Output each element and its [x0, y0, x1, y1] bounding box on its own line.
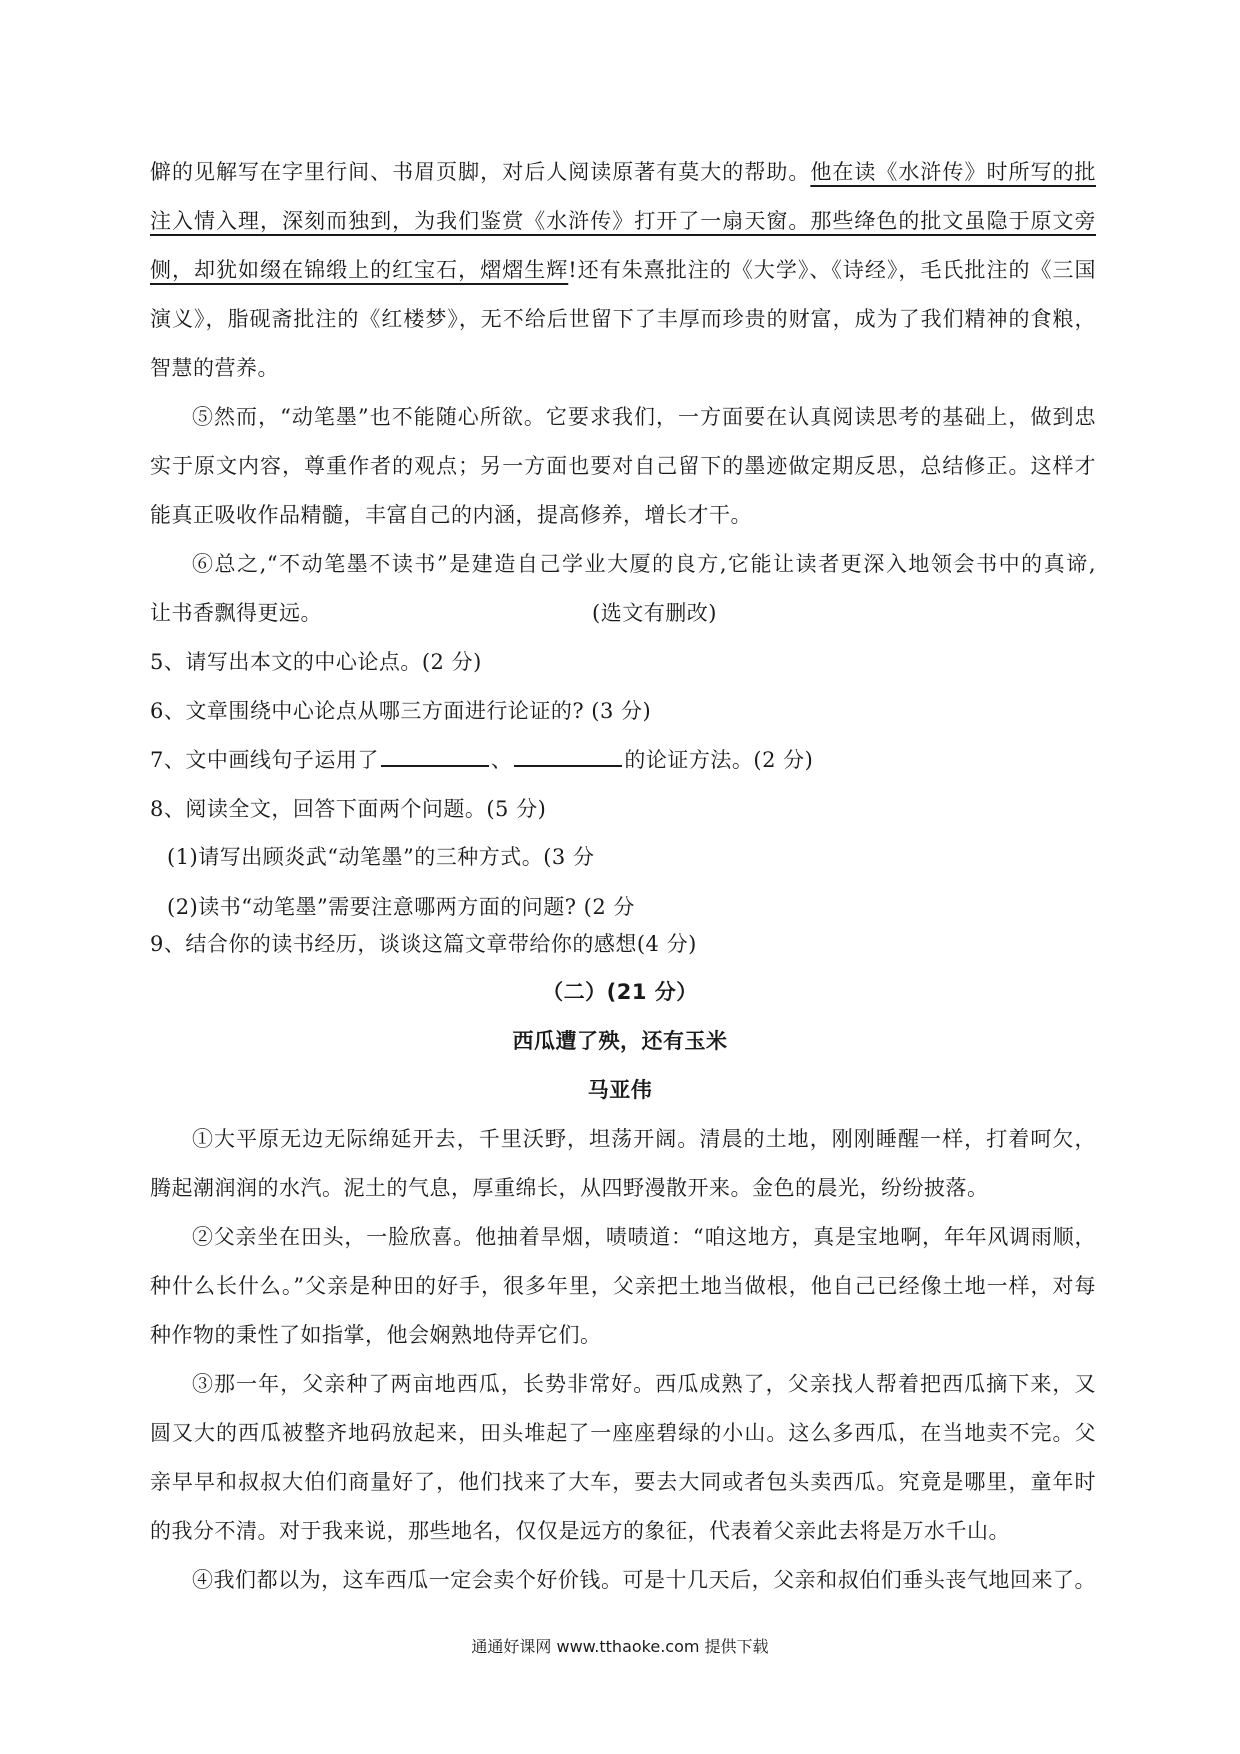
article-title: 西瓜遭了殃，还有玉米 [512, 1029, 728, 1053]
question-8-part-1: (1)请写出顾炎武“动笔墨”的三种方式。(3 分 [167, 845, 595, 869]
question-text: 7、文中画线句子运用了 [150, 748, 379, 772]
paragraph-3-line: 的我分不清。对于我来说，那些地名，仅仅是远方的象征，代表着父亲此去将是万水千山。 [150, 1519, 1010, 1543]
paragraph-3-line: ③那一年，父亲种了两亩地西瓜，长势非常好。西瓜成熟了，父亲找人帮着把西瓜摘下来，又 [192, 1372, 1096, 1396]
paragraph-2-line: 种作物的秉性了如指掌，他会娴熟地侍弄它们。 [150, 1323, 602, 1347]
paragraph-6-line: ⑥总之,“不动笔墨不读书”是建造自己学业大厦的良方,它能让读者更深入地领会书中的真谛, [192, 552, 1096, 576]
question-6: 6、文章围绕中心论点从哪三方面进行论证的? (3 分) [150, 699, 652, 723]
paragraph-5-line: ⑤然而，“动笔墨”也不能随心所欲。它要求我们，一方面要在认真阅读思考的基础上，做到忠 [192, 405, 1096, 429]
passage-line [150, 157, 1096, 187]
paragraph-3-line: 亲早早和叔叔大伯们商量好了，他们找来了大车，要去大同或者包头卖西瓜。究竟是哪里，童年时 [150, 1470, 1096, 1494]
paragraph-1-line: ①大平原无边无际绵延开去，千里沃野，坦荡开阔。清晨的土地，刚刚睡醒一样，打着呵欠， [192, 1127, 1096, 1151]
paragraph-2-line: 种什么长什么。”父亲是种田的好手，很多年里，父亲把土地当做根，他自己已经像土地一样，对每 [150, 1274, 1096, 1298]
paragraph-3-line: 圆又大的西瓜被整齐地码放起来，田头堆起了一座座碧绿的小山。这么多西瓜，在当地卖不完。父 [150, 1421, 1096, 1445]
paragraph-5-line: 实于原文内容，尊重作者的观点；另一方面也要对自己留下的墨迹做定期反思，总结修正。这样才 [150, 454, 1096, 478]
passage-line: 演义》，脂砚斋批注的《红楼梦》，无不给后世留下了丰厚而珍贵的财富，成为了我们精神的食粮， [150, 307, 1096, 331]
question-9: 9、结合你的读书经历，谈谈这篇文章带给你的感想(4 分) [150, 932, 697, 956]
question-8: 8、阅读全文，回答下面两个问题。(5 分) [150, 797, 547, 821]
excerpt-note: (选文有删改) [592, 601, 717, 625]
passage-line: 智慧的营养。 [150, 356, 279, 380]
article-author: 马亚伟 [587, 1078, 653, 1102]
section-heading: （二）(21 分） [542, 980, 698, 1004]
underlined-sentence: 注入情入理，深刻而独到，为我们鉴赏《水浒传》打开了一扇天窗。那些绛色的批文虽隐于原文旁 [150, 209, 1096, 233]
paragraph-5-line: 能真正吸收作品精髓，丰富自己的内涵，提高修养，增长才干。 [150, 503, 752, 527]
text-segment: !还有朱熹批注的《大学》、《诗经》，毛氏批注的《三国 [568, 258, 1097, 282]
passage-line [150, 255, 1096, 285]
question-5: 5、请写出本文的中心论点。(2 分) [150, 650, 482, 674]
text-segment: 僻的见解写在字里行间、书眉页脚，对后人阅读原著有莫大的帮助。 [150, 160, 811, 184]
paragraph-6-line [150, 598, 717, 628]
underlined-sentence: 侧，却犹如缀在锦缎上的红宝石，熠熠生辉 [150, 258, 569, 282]
answer-blank[interactable] [514, 745, 622, 767]
separator: 、 [490, 748, 513, 772]
answer-blank[interactable] [381, 745, 489, 767]
paragraph-2-line: ②父亲坐在田头，一脸欣喜。他抽着旱烟，啧啧道：“咱这地方，真是宝地啊，年年风调雨顺， [192, 1225, 1096, 1249]
underlined-sentence: 他在读《水浒传》时所写的批 [810, 160, 1097, 184]
paragraph-4-line: ④我们都以为，这车西瓜一定会卖个好价钱。可是十几天后，父亲和叔伯们垂头丧气地回来了。 [192, 1568, 1096, 1592]
page-footer: 通通好课网 www.tthaoke.com 提供下载 [471, 1637, 769, 1656]
question-7 [150, 745, 813, 775]
text-segment: 让书香飘得更远。 [150, 601, 322, 625]
paragraph-1-line: 腾起潮润润的水汽。泥土的气息，厚重绵长，从四野漫散开来。金色的晨光，纷纷披落。 [150, 1176, 989, 1200]
question-8-part-2: (2)读书“动笔墨”需要注意哪两方面的问题? (2 分 [167, 895, 635, 919]
question-text: 的论证方法。(2 分) [624, 748, 814, 772]
